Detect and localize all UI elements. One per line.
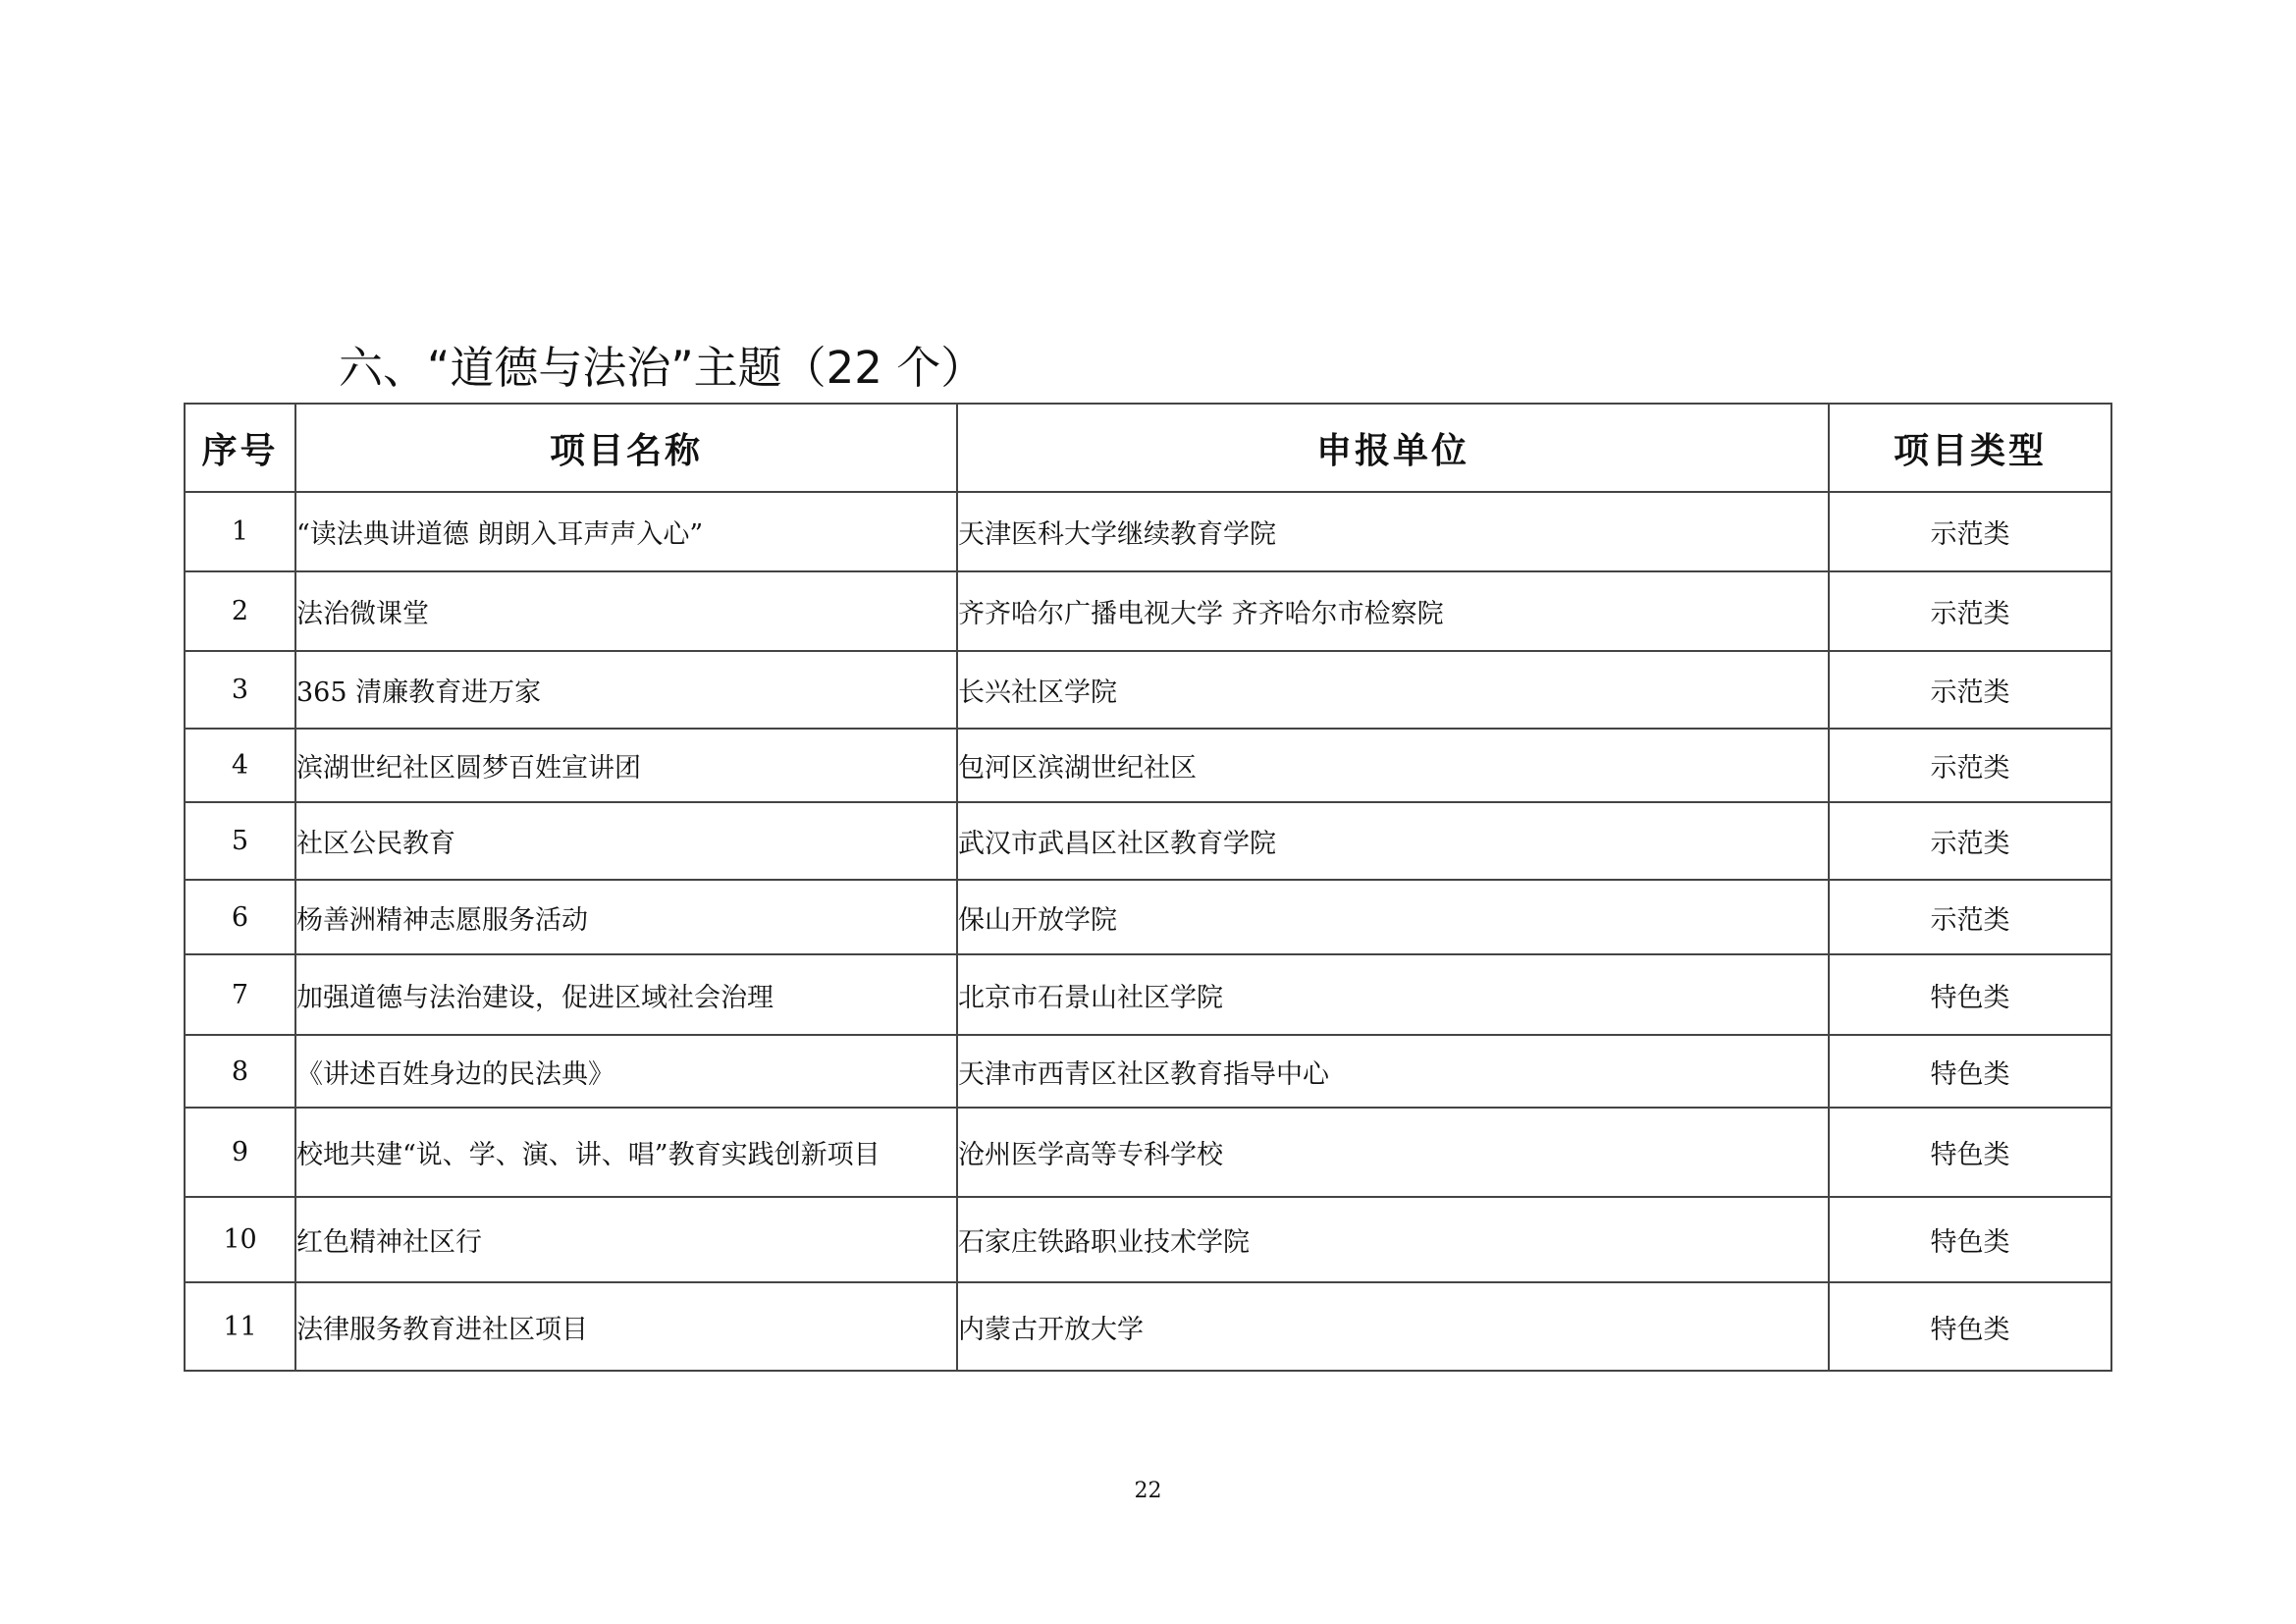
cell-type: 示范类 (1829, 880, 2111, 954)
cell-name: 杨善洲精神志愿服务活动 (295, 880, 957, 954)
cell-unit: 包河区滨湖世纪社区 (957, 729, 1829, 802)
table-row (185, 492, 2111, 571)
cell-unit: 内蒙古开放大学 (957, 1282, 1829, 1371)
table-row (185, 571, 2111, 651)
table-row (185, 880, 2111, 954)
header-no: 序号 (185, 404, 295, 492)
table-row (185, 1035, 2111, 1108)
cell-no: 4 (185, 729, 295, 802)
table-row (185, 1108, 2111, 1197)
cell-name: 红色精神社区行 (295, 1197, 957, 1282)
table-row (185, 1197, 2111, 1282)
table-header-row (185, 404, 2111, 492)
table-row (185, 729, 2111, 802)
cell-type: 特色类 (1829, 1108, 2111, 1197)
header-unit: 申报单位 (957, 404, 1829, 492)
cell-type: 特色类 (1829, 1197, 2111, 1282)
cell-name: 滨湖世纪社区圆梦百姓宣讲团 (295, 729, 957, 802)
cell-type: 示范类 (1829, 571, 2111, 651)
cell-name: “读法典讲道德 朗朗入耳声声入心” (295, 492, 957, 571)
cell-no: 8 (185, 1035, 295, 1108)
cell-no: 1 (185, 492, 295, 571)
cell-type: 示范类 (1829, 492, 2111, 571)
cell-no: 9 (185, 1108, 295, 1197)
cell-name: 校地共建“说、学、演、讲、唱”教育实践创新项目 (295, 1108, 957, 1197)
cell-name: 社区公民教育 (295, 802, 957, 880)
cell-type: 示范类 (1829, 651, 2111, 729)
cell-name: 《讲述百姓身边的民法典》 (295, 1035, 957, 1108)
cell-type: 示范类 (1829, 729, 2111, 802)
cell-type: 特色类 (1829, 1282, 2111, 1371)
table-row (185, 802, 2111, 880)
cell-unit: 沧州医学高等专科学校 (957, 1108, 1829, 1197)
cell-unit: 天津市西青区社区教育指导中心 (957, 1035, 1829, 1108)
cell-name: 365 清廉教育进万家 (295, 651, 957, 729)
cell-no: 6 (185, 880, 295, 954)
cell-unit: 长兴社区学院 (957, 651, 1829, 729)
cell-unit: 保山开放学院 (957, 880, 1829, 954)
cell-no: 2 (185, 571, 295, 651)
cell-name: 法律服务教育进社区项目 (295, 1282, 957, 1371)
cell-unit: 齐齐哈尔广播电视大学 齐齐哈尔市检察院 (957, 571, 1829, 651)
cell-no: 11 (185, 1282, 295, 1371)
cell-name: 加强道德与法治建设，促进区域社会治理 (295, 954, 957, 1035)
cell-type: 特色类 (1829, 954, 2111, 1035)
header-name: 项目名称 (295, 404, 957, 492)
section-title: 六、“道德与法治”主题（22 个） (339, 342, 986, 394)
cell-unit: 武汉市武昌区社区教育学院 (957, 802, 1829, 880)
header-type: 项目类型 (1829, 404, 2111, 492)
table-row (185, 1282, 2111, 1371)
cell-name: 法治微课堂 (295, 571, 957, 651)
table-row (185, 651, 2111, 729)
cell-type: 特色类 (1829, 1035, 2111, 1108)
project-table (184, 403, 2112, 1372)
cell-no: 10 (185, 1197, 295, 1282)
page-number: 22 (1134, 1479, 1162, 1503)
table-row (185, 954, 2111, 1035)
cell-unit: 石家庄铁路职业技术学院 (957, 1197, 1829, 1282)
cell-no: 7 (185, 954, 295, 1035)
cell-unit: 北京市石景山社区学院 (957, 954, 1829, 1035)
cell-type: 示范类 (1829, 802, 2111, 880)
cell-unit: 天津医科大学继续教育学院 (957, 492, 1829, 571)
cell-no: 3 (185, 651, 295, 729)
cell-no: 5 (185, 802, 295, 880)
